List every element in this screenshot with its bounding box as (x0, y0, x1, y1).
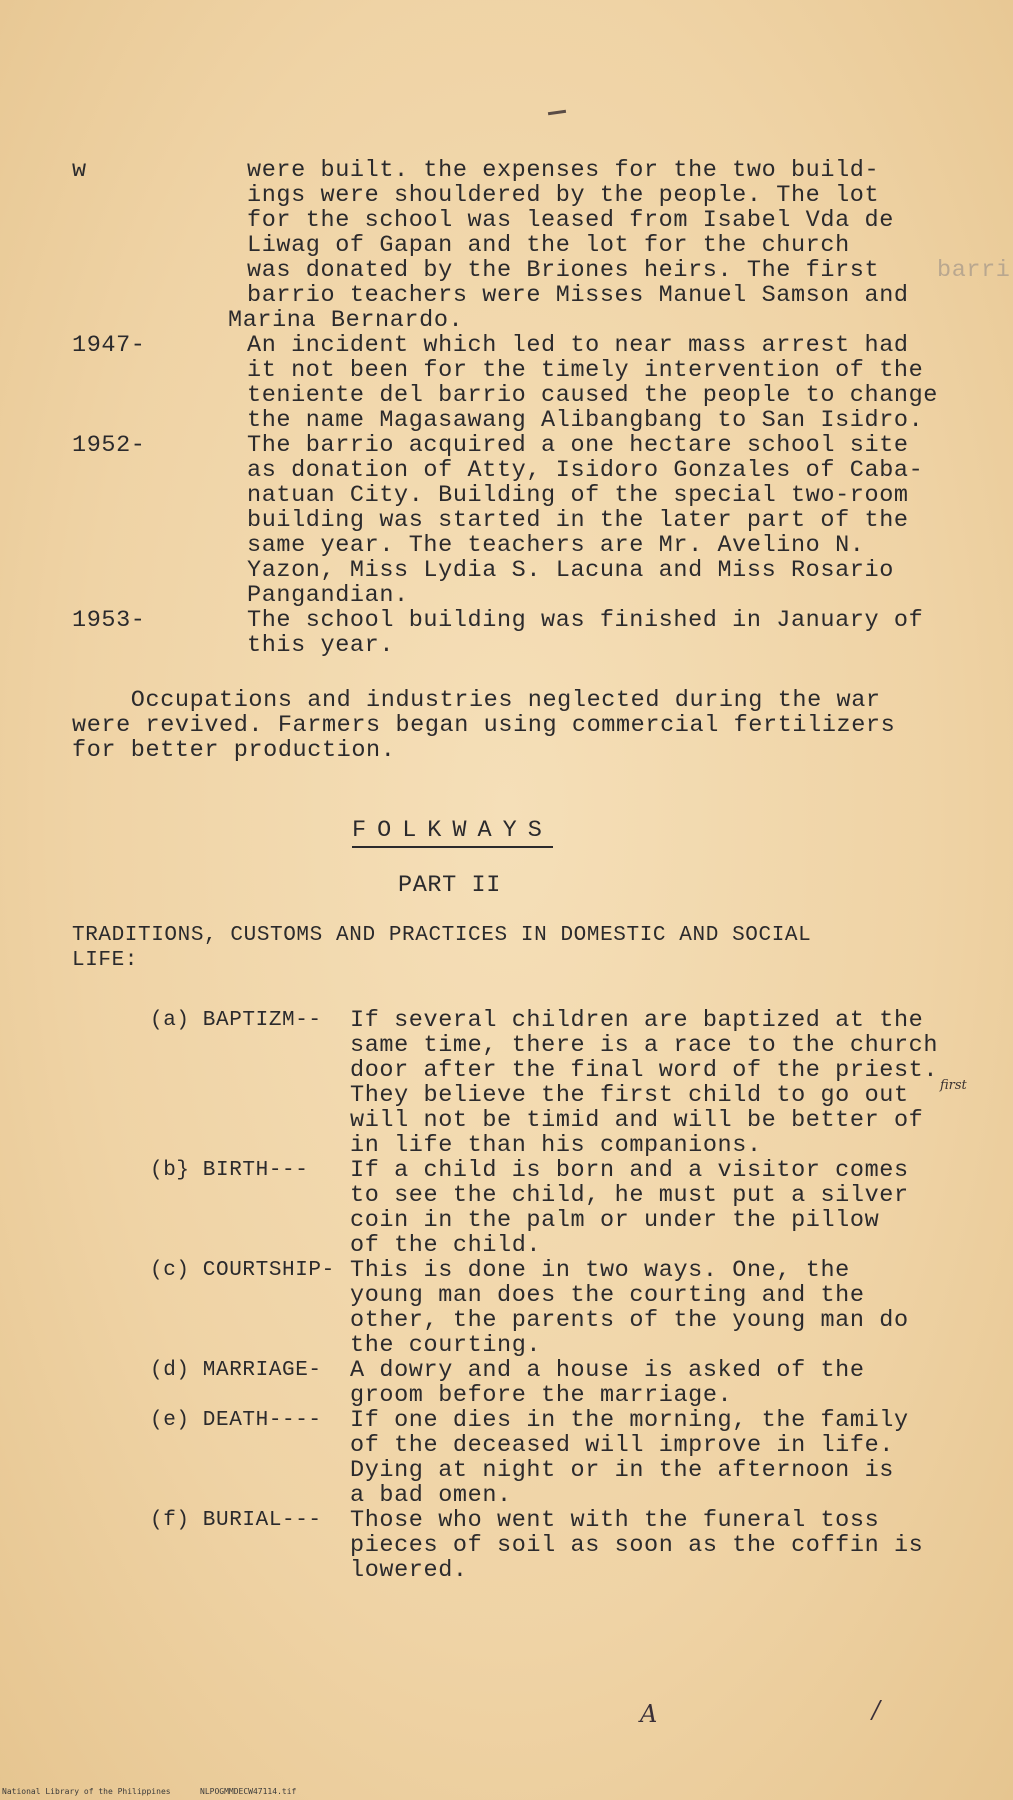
text-line: for the school was leased from Isabel Vda de (247, 207, 894, 234)
ink-mark (548, 110, 566, 115)
text-line: this year. (247, 632, 395, 659)
text-line: as donation of Atty, Isidoro Gonzales of Caba- (247, 457, 924, 484)
text-line: Dying at night or in the afternoon is (350, 1457, 894, 1484)
text-line: pieces of soil as soon as the coffin is (350, 1532, 924, 1559)
text-line: a bad omen. (350, 1482, 512, 1509)
text-line: other, the parents of the young man do (350, 1307, 909, 1334)
custom-label: (f) BURIAL--- (150, 1509, 322, 1532)
text-line: of the child. (350, 1232, 542, 1259)
custom-label: (e) DEATH---- (150, 1409, 322, 1432)
text-line: to see the child, he must put a silver (350, 1182, 909, 1209)
text-line: They believe the first child to go out (350, 1082, 909, 1109)
custom-label: (c) COURTSHIP- (150, 1259, 335, 1282)
footer-source: National Library of the Philippines (2, 1787, 171, 1796)
text-line: lowered. (350, 1557, 468, 1584)
text-line: If several children are baptized at the (350, 1007, 924, 1034)
text-line: Liwag of Gapan and the lot for the church (247, 232, 850, 259)
text-line: The school building was finished in January of (247, 607, 924, 634)
text-line: of the deceased will improve in life. (350, 1432, 894, 1459)
text-line: the name Magasawang Alibangbang to San Isidro. (247, 407, 924, 434)
handwritten-note: first (940, 1078, 967, 1093)
text-line: barrio teachers were Misses Manuel Samson and (247, 282, 909, 309)
text-line: The barrio acquired a one hectare school site (247, 432, 909, 459)
faint-margin-text: barri (937, 257, 1011, 284)
text-line: Occupations and industries neglected during the war (72, 687, 881, 714)
text-line: the courting. (350, 1332, 542, 1359)
text-line: coin in the palm or under the pillow (350, 1207, 880, 1234)
text-line: it not been for the timely intervention of the (247, 357, 924, 384)
text-line: in life than his companions. (350, 1132, 762, 1159)
text-line: teniente del barrio caused the people to change (247, 382, 939, 409)
text-line: door after the final word of the priest. (350, 1057, 939, 1084)
year-label: 1947- (72, 332, 146, 359)
footer-filename: NLPOGMMDECW47114.tif (200, 1787, 297, 1796)
text-line: for better production. (72, 737, 396, 764)
section-title: TRADITIONS, CUSTOMS AND PRACTICES IN DOMESTIC AND SOCIAL (72, 924, 812, 947)
text-line: young man does the courting and the (350, 1282, 865, 1309)
text-line: were built. the expenses for the two build- (247, 157, 880, 184)
text-line: were revived. Farmers began using commercial fertilizers (72, 712, 896, 739)
text-line: An incident which led to near mass arrest had (247, 332, 909, 359)
text-line: ings were shouldered by the people. The lot (247, 182, 880, 209)
section-heading: FOLKWAYS (352, 818, 553, 848)
year-label: 1953- (72, 607, 146, 634)
part-label: PART II (398, 872, 501, 899)
text-line: Marina Bernardo. (228, 307, 464, 334)
text-line: A dowry and a house is asked of the (350, 1357, 865, 1384)
text-line: same year. The teachers are Mr. Avelino N. (247, 532, 865, 559)
text-line: This is done in two ways. One, the (350, 1257, 850, 1284)
text-line: building was started in the later part of the (247, 507, 909, 534)
text-line: If one dies in the morning, the family (350, 1407, 909, 1434)
text-line: was donated by the Briones heirs. The first (247, 257, 880, 284)
text-line: Those who went with the funeral toss (350, 1507, 880, 1534)
year-label: 1952- (72, 432, 146, 459)
text-line: Yazon, Miss Lydia S. Lacuna and Miss Rosario (247, 557, 894, 584)
text-line: groom before the marriage. (350, 1382, 733, 1409)
custom-label: (b} BIRTH--- (150, 1159, 322, 1182)
text-line: same time, there is a race to the church (350, 1032, 939, 1059)
custom-label: (d) MARRIAGE- (150, 1359, 322, 1382)
section-title: LIFE: (72, 949, 139, 972)
handwritten-mark: A (640, 1700, 658, 1728)
text-line: natuan City. Building of the special two-room (247, 482, 909, 509)
handwritten-mark: / (872, 1696, 881, 1724)
margin-marker: w (72, 157, 87, 184)
text-line: If a child is born and a visitor comes (350, 1157, 909, 1184)
custom-label: (a) BAPTIZM-- (150, 1009, 322, 1032)
text-line: Pangandian. (247, 582, 409, 609)
text-line: will not be timid and will be better of (350, 1107, 924, 1134)
